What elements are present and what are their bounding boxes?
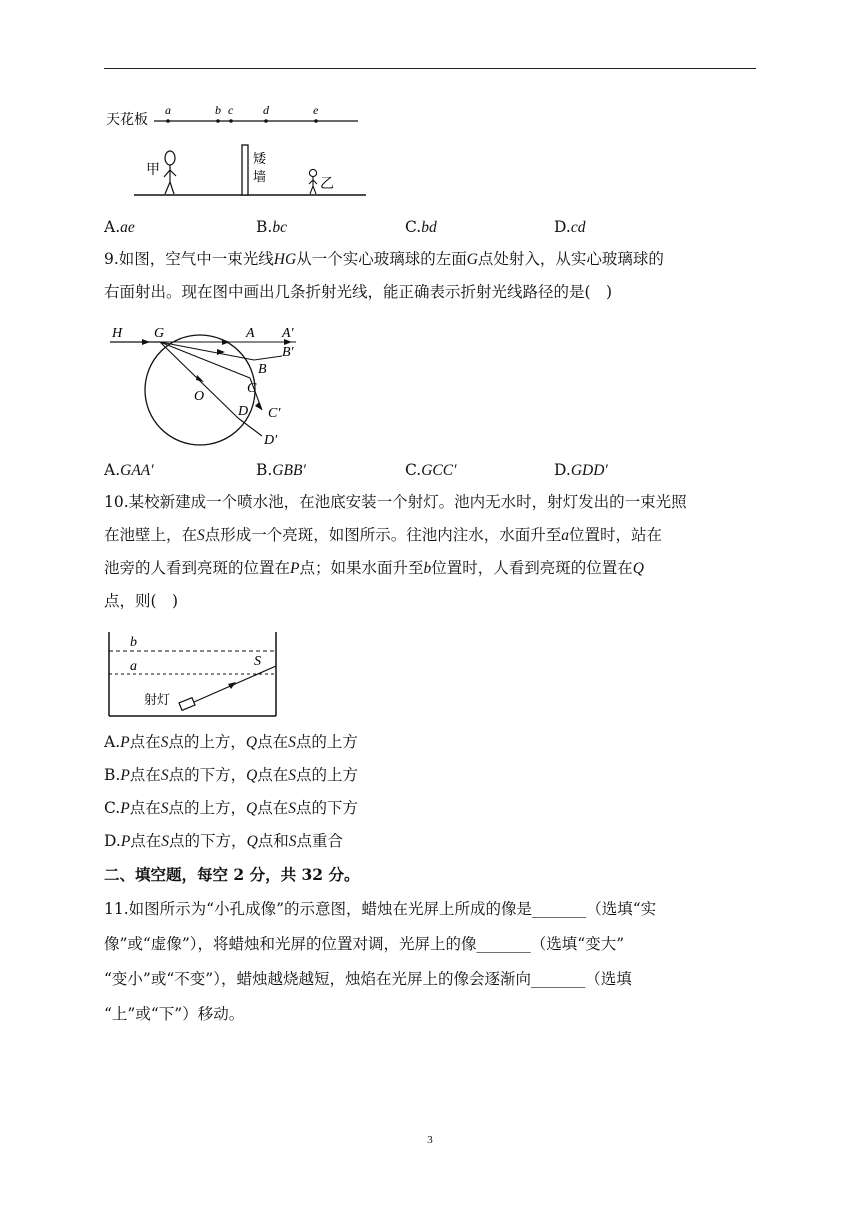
q11-line-2: 像”或“虚像”），将蜡烛和光屏的位置对调，光屏上的像_______（选填“变大” <box>104 935 625 953</box>
label-d-prime: D′ <box>264 433 278 448</box>
q9-option-d[interactable]: D.GDD′ <box>554 461 608 479</box>
point-c: c <box>228 103 234 117</box>
page-number: 3 <box>427 1134 433 1146</box>
wall-label-2: 墙 <box>253 170 267 185</box>
q8-figure <box>104 100 374 208</box>
label-a: A <box>246 326 255 341</box>
q8-option-a[interactable]: A.ae <box>104 218 135 236</box>
wall-label-1: 矮 <box>253 152 267 167</box>
q9-option-a[interactable]: A.GAA′ <box>104 461 154 479</box>
label-g: G <box>154 326 165 341</box>
person-yi-icon <box>309 169 317 194</box>
ceiling-label: 天花板 <box>106 112 148 128</box>
label-c-prime: C′ <box>268 406 281 421</box>
label-level-b: b <box>130 635 137 650</box>
q9-figure <box>104 320 314 450</box>
spotlight-icon <box>179 698 195 711</box>
q9-option-b[interactable]: B.GBB′ <box>256 461 306 479</box>
label-c: C <box>247 381 257 396</box>
q10-line-2: 在池壁上，在S点形成一个亮斑，如图所示。往池内注水，水面升至a位置时，站在 <box>104 526 663 544</box>
label-h: H <box>112 326 123 341</box>
point-b: b <box>215 103 221 117</box>
header-rule <box>104 68 756 69</box>
q8-option-c[interactable]: C.bd <box>405 218 437 236</box>
label-o: O <box>194 389 205 404</box>
label-b-prime: B′ <box>282 345 294 360</box>
q8-option-d[interactable]: D.cd <box>554 218 586 236</box>
q10-line-4: 点，则( ) <box>104 592 179 610</box>
person-yi-label: 乙 <box>320 176 334 192</box>
q9-line-2: 右面射出。现在图中画出几条折射光线，能正确表示折射光线路径的是( ) <box>104 283 613 301</box>
q10-option-d[interactable]: D.P点在S点的下方，Q点和S点重合 <box>104 832 344 850</box>
label-a-prime: A′ <box>282 326 294 341</box>
q8-option-b[interactable]: B.bc <box>256 218 287 236</box>
person-jia-label: 甲 <box>146 162 160 178</box>
section-heading: 二、填空题，每空 2 分，共 32 分。 <box>104 865 360 884</box>
q10-figure <box>104 630 284 720</box>
q11-line-4: “上”或“下”）移动。 <box>104 1005 245 1023</box>
point-a: a <box>165 103 171 117</box>
q10-line-3: 池旁的人看到亮斑的位置在P点；如果水面升至b位置时，人看到亮斑的位置在Q <box>104 559 644 577</box>
point-d: d <box>263 103 269 117</box>
person-jia-icon <box>164 151 176 194</box>
spotlight-label: 射灯 <box>144 693 171 708</box>
point-e: e <box>313 103 319 117</box>
q10-line-1: 10.某校新建成一个喷水池，在池底安装一个射灯。池内无水时，射灯发出的一束光照 <box>104 493 687 511</box>
q10-option-b[interactable]: B.P点在S点的下方，Q点在S点的上方 <box>104 766 359 784</box>
q10-option-a[interactable]: A.P点在S点的上方，Q点在S点的上方 <box>104 733 358 751</box>
q11-line-1: 11.如图所示为“小孔成像”的示意图，蜡烛在光屏上所成的像是_______（选填“实 <box>104 900 657 918</box>
label-s: S <box>254 654 261 669</box>
wall-icon <box>242 145 248 195</box>
label-level-a: a <box>130 659 137 674</box>
label-b: B <box>258 362 267 377</box>
label-d: D <box>238 404 249 419</box>
q9-line-1: 9.如图，空气中一束光线HG从一个实心玻璃球的左面G点处射入，从实心玻璃球的 <box>104 250 664 268</box>
q9-option-c[interactable]: C.GCC′ <box>405 461 457 479</box>
q11-line-3: “变小”或“不变”），蜡烛越烧越短，烛焰在光屏上的像会逐渐向_______（选填 <box>104 970 632 988</box>
q10-option-c[interactable]: C.P点在S点的上方，Q点在S点的下方 <box>104 799 358 817</box>
